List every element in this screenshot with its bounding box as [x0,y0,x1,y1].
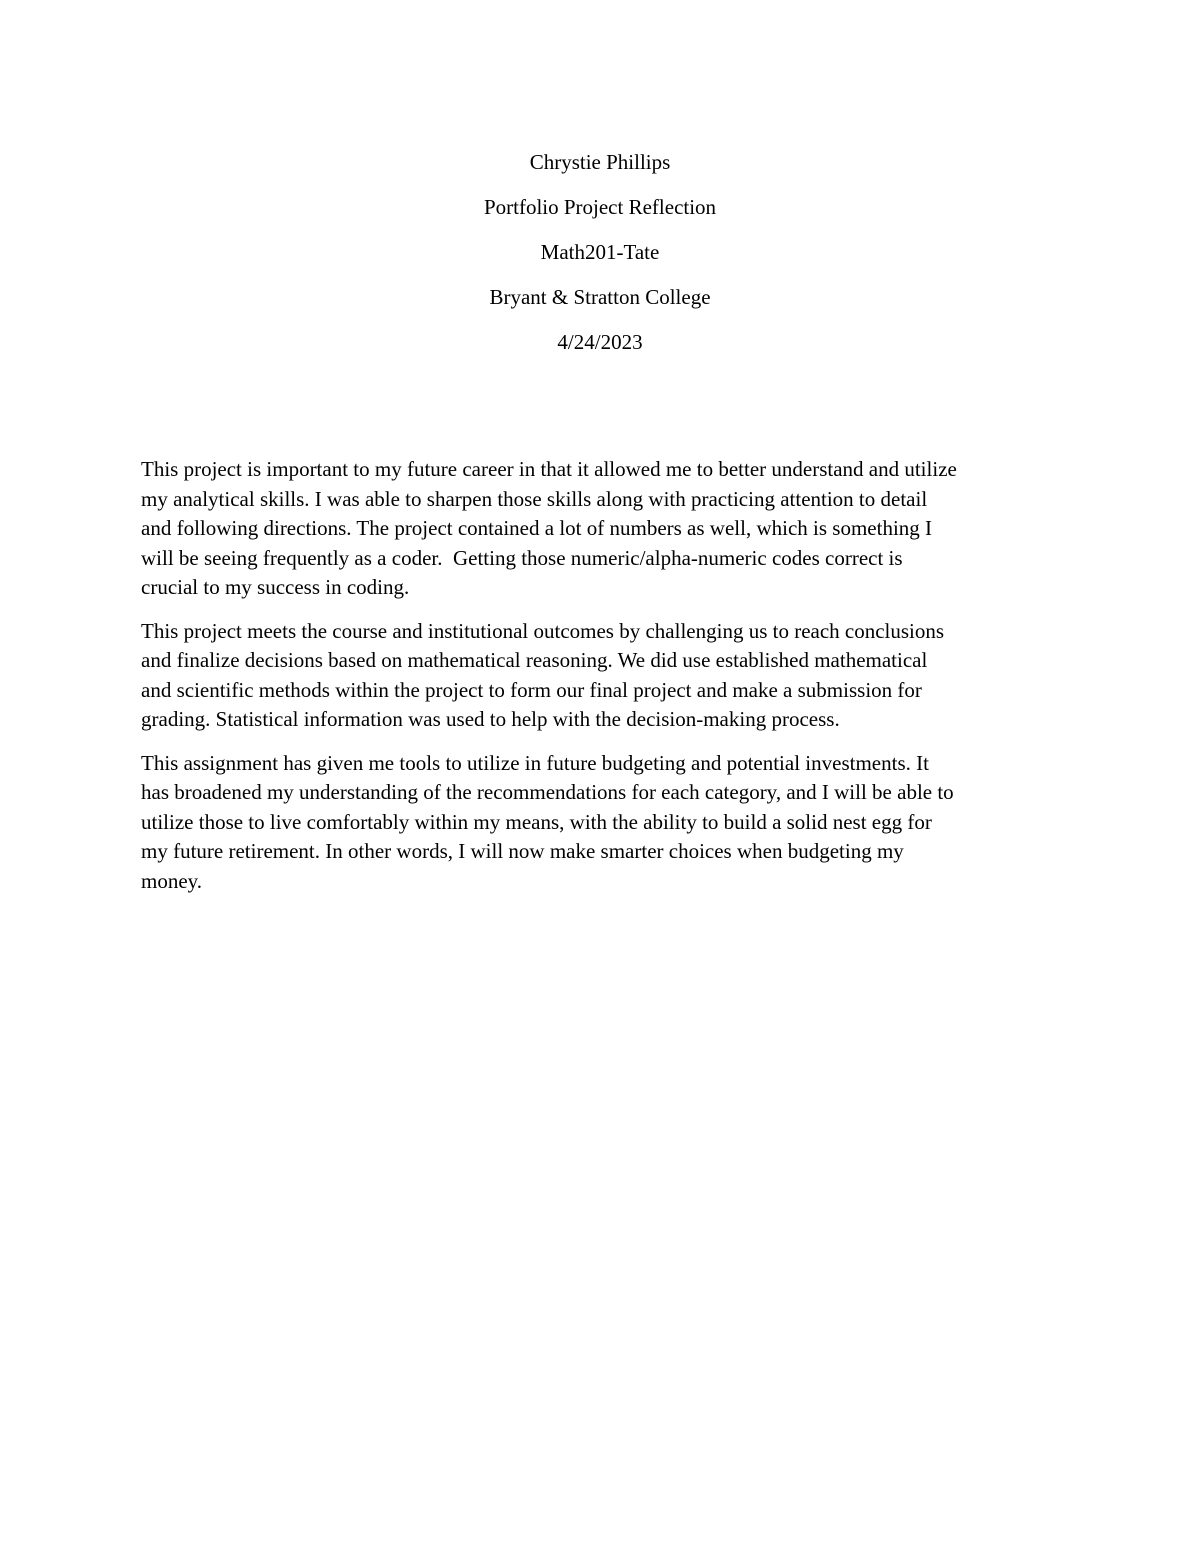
paragraph-line: utilize those to live comfortably within my means, with the ability to build a solid nest egg for [141,809,932,834]
paragraph-line: crucial to my success in coding. [141,575,410,599]
body-text [141,455,1061,910]
paragraph-line: has broadened my understanding of the recommendations for each category, and I will be able to [141,780,954,804]
paragraph-line: my analytical skills. I was able to sharpen those skills along with practicing attention to detail [141,486,928,511]
paragraph-line: and finalize decisions based on mathematical reasoning. We did use established mathematical [141,648,928,672]
paragraph-course-outcomes [141,617,1061,735]
document-title: Portfolio Project Reflection [483,195,717,219]
paragraph-line: This project meets the course and institutional outcomes by challenging us to reach conclusions [141,618,945,643]
author-name: Chrystie Phillips [529,150,671,174]
paragraph-line: grading. Statistical information was used to help with the decision-making process. [141,707,840,731]
paragraph-career-importance [141,455,1061,603]
paragraph-line: This project is important to my future career in that it allowed me to better understand and utilize [141,457,957,481]
title-block [0,140,1200,365]
document-date: 4/24/2023 [557,330,643,354]
paragraph-line: and scientific methods within the project to form our final project and make a submission for [141,677,922,702]
paragraph-budgeting-tools [141,749,1061,897]
paragraph-line: and following directions. The project contained a lot of numbers as well, which is something I [141,516,933,540]
institution-name: Bryant & Stratton College [489,285,711,309]
paragraph-line: will be seeing frequently as a coder. Getting those numeric/alpha-numeric codes correct is [141,545,903,570]
paragraph-line: This assignment has given me tools to utilize in future budgeting and potential investments. It [141,750,929,775]
course-name: Math201-Tate [540,240,660,264]
paragraph-line: money. [141,868,203,893]
paragraph-line: my future retirement. In other words, I will now make smarter choices when budgeting my [141,839,904,863]
